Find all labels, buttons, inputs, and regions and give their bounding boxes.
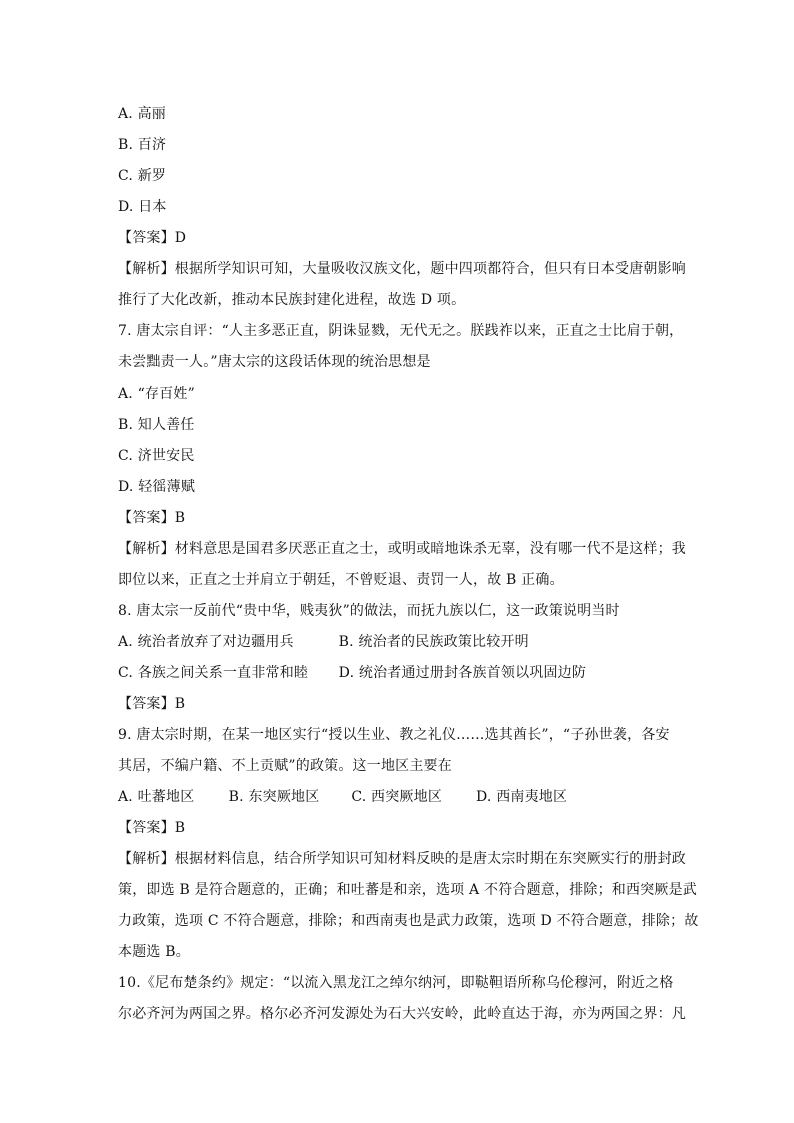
q9-options-row <box>118 787 567 807</box>
q7-stem-line: 未尝黜责一人。”唐太宗的这段话体现的统治思想是 <box>118 354 431 370</box>
q7-analysis-line: 【解析】材料意思是国君多厌恶正直之士，或明或暗地诛杀无辜，没有哪一代不是这样；我 <box>118 541 686 557</box>
q9-option-d: D. 西南夷地区 <box>475 789 568 805</box>
q6-answer: 【答案】D <box>118 230 187 246</box>
q8-option-d: D. 统治者通过册封各族首领以巩固边防 <box>338 665 587 681</box>
q7-analysis-line: 即位以来，正直之士并肩立于朝廷，不曾贬退、责罚一人，故 B 正确。 <box>118 572 564 588</box>
q6-analysis-line: 【解析】根据所学知识可知，大量吸收汉族文化，题中四项都符合，但只有日本受唐朝影响 <box>118 261 686 277</box>
q6-analysis-line: 推行了大化改新，推动本民族封建化进程，故选 D 项。 <box>118 292 466 308</box>
q8-options-row <box>118 663 586 683</box>
q7-option-a: A. “存百姓” <box>118 386 195 402</box>
q7-option-b: B. 知人善任 <box>118 417 195 433</box>
q8-option-a: A. 统治者放弃了对边疆用兵 <box>118 634 294 650</box>
q9-stem-line: 9. 唐太宗时期，在某一地区实行“授以生业、教之礼仪……选其酋长”，“子孙世袭，各安 <box>118 727 670 743</box>
q6-option-d: D. 日本 <box>118 199 167 215</box>
q7-stem-line: 7. 唐太宗自评：“人主多恶正直，阴诛显戮，无代无之。朕践祚以来，正直之士比肩于朝， <box>118 323 684 339</box>
q7-option-d: D. 轻徭薄赋 <box>118 479 196 495</box>
q6-option-b: B. 百济 <box>118 137 167 153</box>
q9-analysis-line: 【解析】根据材料信息，结合所学知识可知材料反映的是唐太宗时期在东突厥实行的册封政 <box>118 851 686 867</box>
q7-option-c: C. 济世安民 <box>118 448 195 464</box>
q10-stem-line: 尔必齐河为两国之界。格尔必齐河发源处为石大兴安岭，此岭直达于海，亦为两国之界：凡 <box>118 1006 686 1022</box>
q8-option-c: C. 各族之间关系一直非常和睦 <box>118 665 309 681</box>
q8-answer: 【答案】B <box>118 696 186 712</box>
q8-options-row <box>118 632 529 652</box>
q10-stem-line: 10.《尼布楚条约》规定：“以流入黑龙江之绰尔纳河，即鞑靼语所称乌伦穆河，附近之格 <box>118 975 674 991</box>
q9-option-c: C. 西突厥地区 <box>351 789 443 805</box>
q9-answer: 【答案】B <box>118 820 186 836</box>
q9-analysis-line: 力政策，选项 C 不符合题意，排除；和西南夷也是武力政策，选项 D 不符合题意，排除；故 <box>118 913 699 929</box>
q6-option-a: A. 高丽 <box>118 106 167 122</box>
q6-option-c: C. 新罗 <box>118 168 167 184</box>
q9-option-b: B. 东突厥地区 <box>228 789 320 805</box>
q9-option-a: A. 吐蕃地区 <box>118 789 195 805</box>
q7-answer: 【答案】B <box>118 510 186 526</box>
q9-analysis-line: 本题选 B。 <box>118 944 190 960</box>
q8-stem: 8. 唐太宗一反前代“贵中华，贱夷狄”的做法，而抚九族以仁，这一政策说明当时 <box>118 603 620 619</box>
q9-stem-line: 其居，不编户籍、不上贡赋”的政策。这一地区主要在 <box>118 758 452 774</box>
q8-option-b: B. 统治者的民族政策比较开明 <box>338 634 529 650</box>
q9-analysis-line: 策，即选 B 是符合题意的，正确；和吐蕃是和亲，选项 A 不符合题意，排除；和西突厥是武 <box>118 882 697 898</box>
